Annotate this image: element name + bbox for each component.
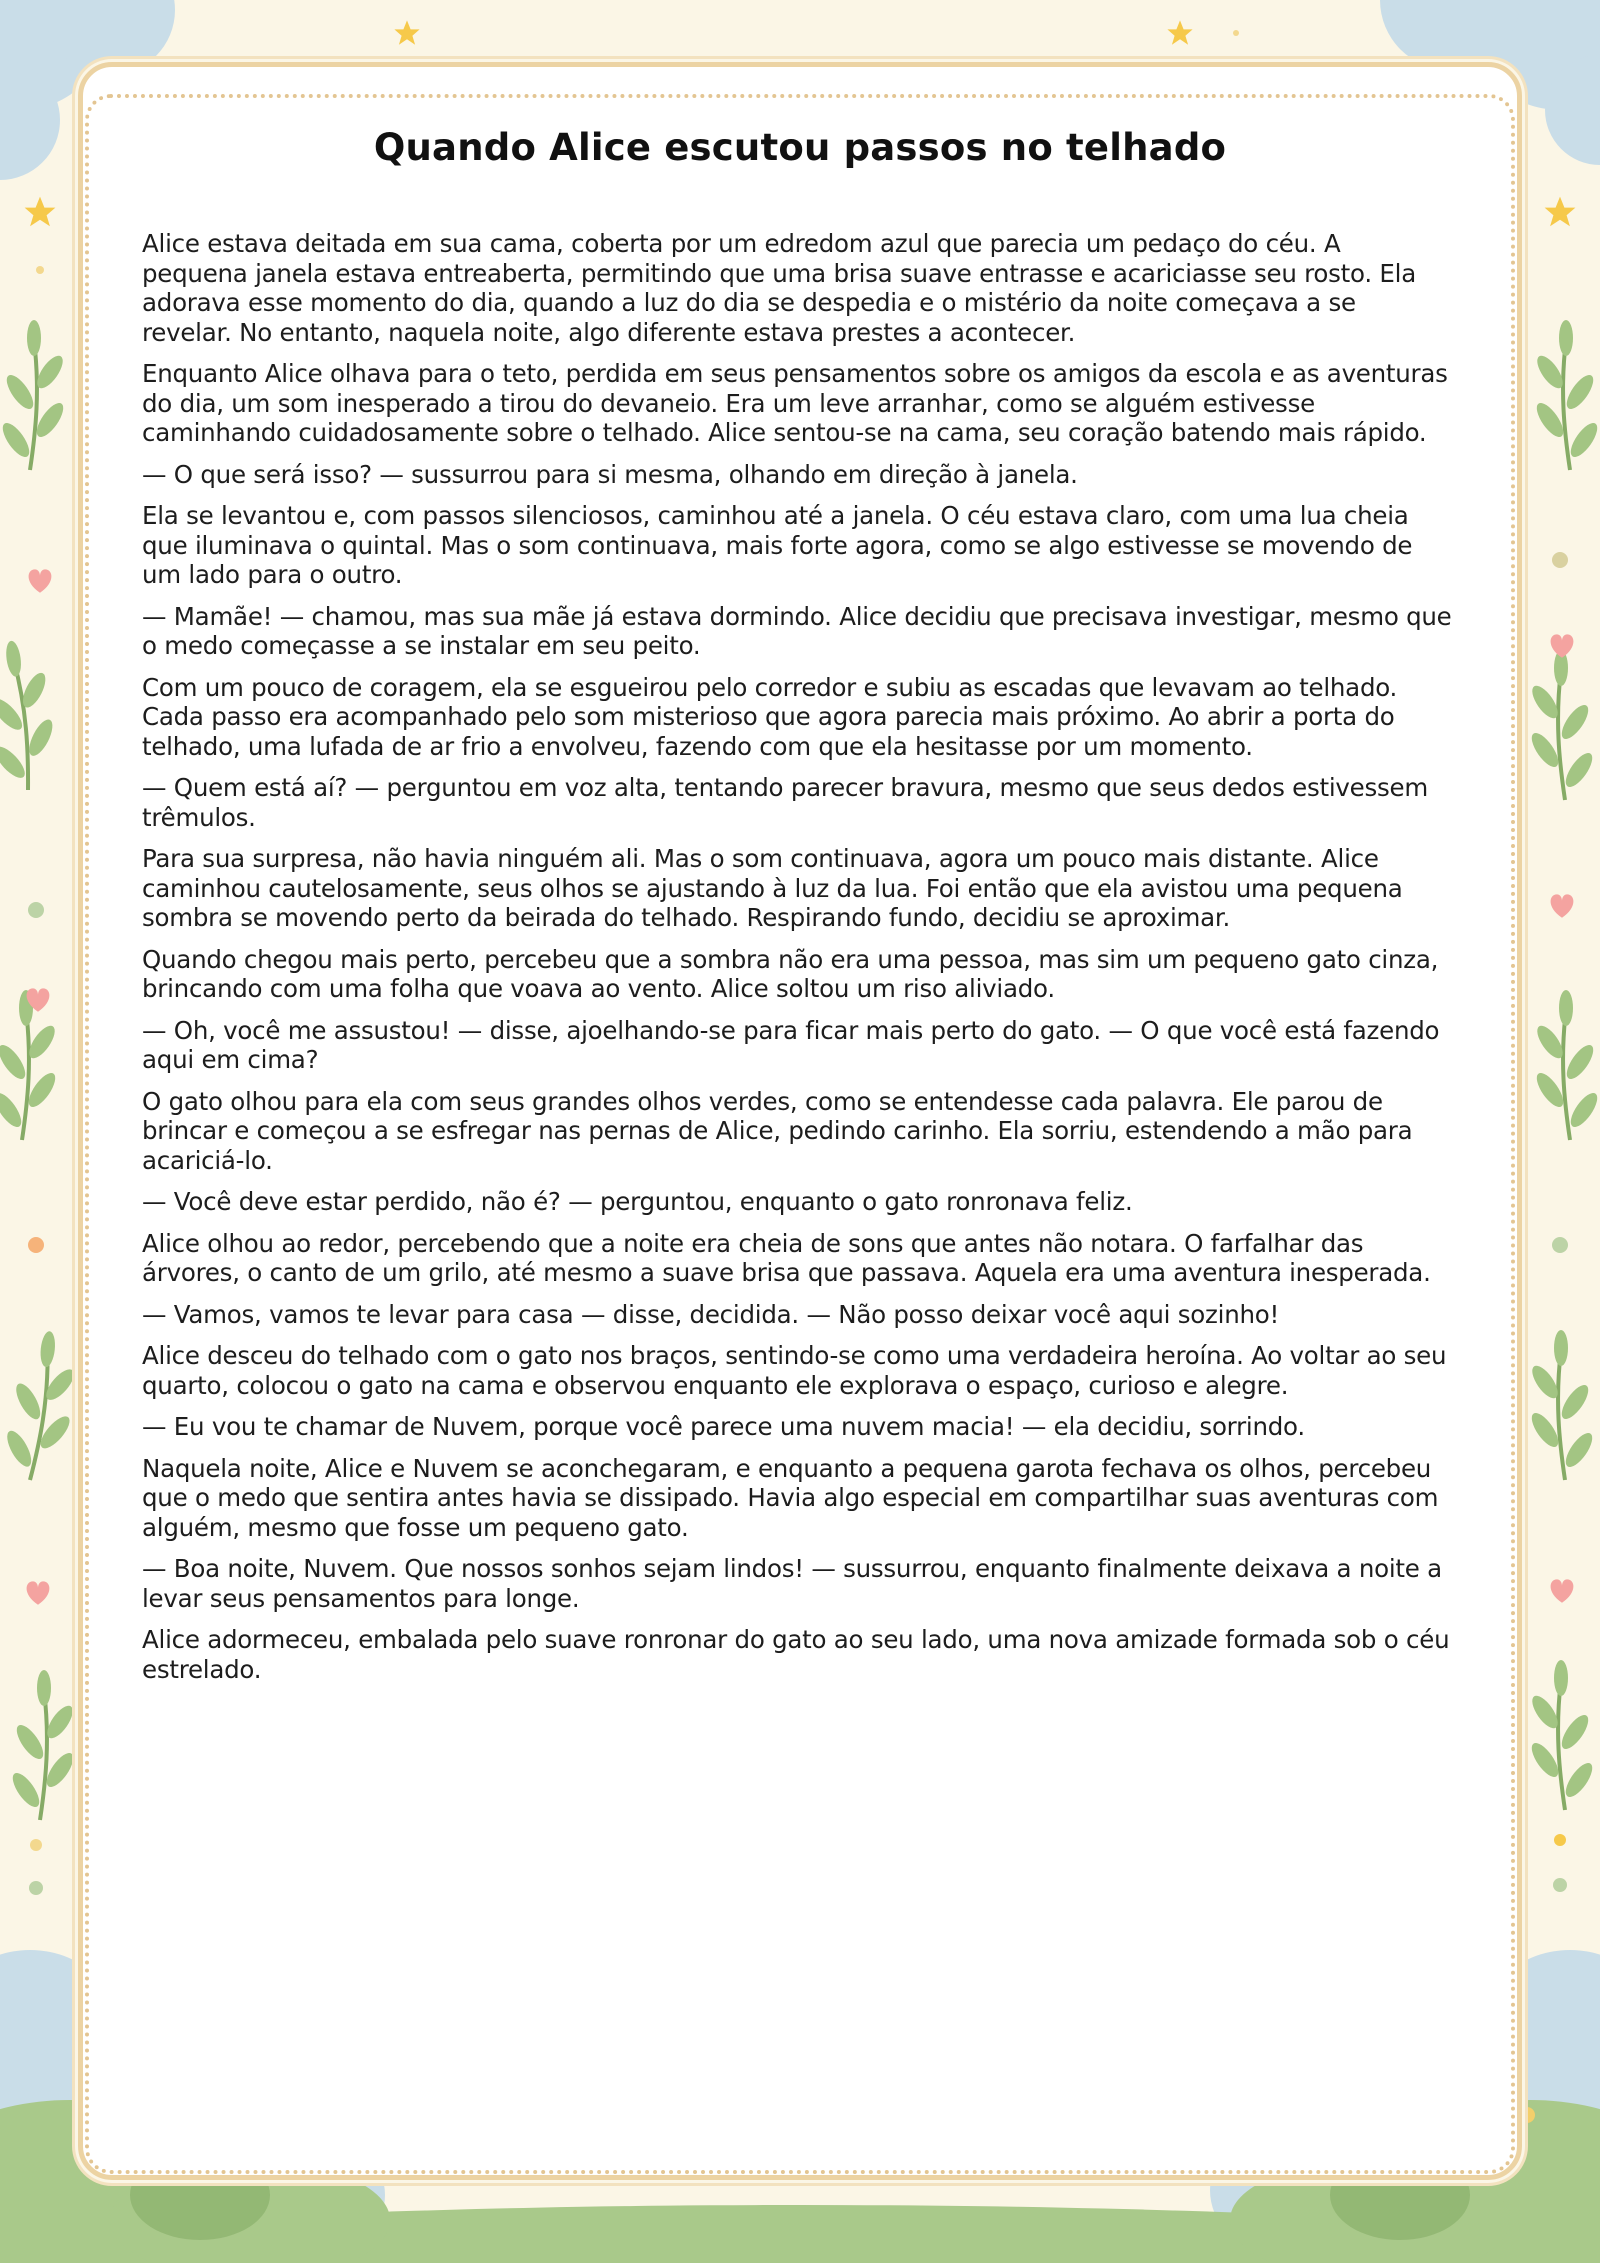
story-paragraph: O gato olhou para ela com seus grandes olhos verdes, como se entendesse cada palavra. Ele parou de brincar e começou a se esfregar nas pernas de Alice, pedindo carinho. Ela sorriu, estendendo a mão para acariciá-lo. bbox=[142, 1086, 1413, 1175]
story-paragraph: Ela se levantou e, com passos silenciosos, caminhou até a janela. O céu estava claro, com uma lua cheia que iluminava o quintal. Mas o som continuava, mais forte agora, como se algo estivesse se movendo de um lado para o outro. bbox=[142, 501, 1413, 589]
story-paragraph: — Mamãe! — chamou, mas sua mãe já estava dormindo. Alice decidiu que precisava investigar, mesmo que o medo começasse a se instalar em seu peito. bbox=[142, 601, 1452, 660]
story-paragraph: Alice adormeceu, embalada pelo suave ronronar do gato ao seu lado, uma nova amizade formada sob o céu estrelado. bbox=[142, 1625, 1450, 1684]
story-body bbox=[142, 229, 1452, 1696]
story-paragraph: — Vamos, vamos te levar para casa — disse, decidida. — Não posso deixar você aqui sozinho! bbox=[142, 1299, 1280, 1329]
story-paragraph: — Você deve estar perdido, não é? — perguntou, enquanto o gato ronronava feliz. bbox=[142, 1187, 1133, 1216]
story-paragraph: — O que será isso? — sussurrou para si mesma, olhando em direção à janela. bbox=[142, 459, 1078, 489]
story-paragraph: — Oh, você me assustou! — disse, ajoelhando-se para ficar mais perto do gato. — O que você está fazendo aqui em cima? bbox=[142, 1015, 1440, 1074]
story-paragraph: — Quem está aí? — perguntou em voz alta, tentando parecer bravura, mesmo que seus dedos estivessem trêmulos. bbox=[142, 773, 1428, 832]
story-paragraph: — Eu vou te chamar de Nuvem, porque você parece uma nuvem macia! — ela decidiu, sorrindo. bbox=[142, 1412, 1305, 1441]
story-paragraph: Para sua surpresa, não havia ninguém ali. Mas o som continuava, agora um pouco mais distante. Alice caminhou cautelosamente, seus olhos se ajustando à luz da lua. Foi então que ela avistou uma pequena sombra se movendo perto da beirada do telhado. Respirando fundo, decidiu se aproximar. bbox=[142, 844, 1403, 932]
story-title: Quando Alice escutou passos no telhado bbox=[373, 126, 1227, 169]
story-paragraph: Quando chegou mais perto, percebeu que a sombra não era uma pessoa, mas sim um pequeno gato cinza, brincando com uma folha que voava ao vento. Alice soltou um riso aliviado. bbox=[142, 944, 1439, 1003]
story-paragraph: Alice desceu do telhado com o gato nos braços, sentindo-se como uma verdadeira heroína. Ao voltar ao seu quarto, colocou o gato na cama e observou enquanto ele explorava o espaço, curioso e alegre. bbox=[142, 1341, 1447, 1400]
story-paragraph: Enquanto Alice olhava para o teto, perdida em seus pensamentos sobre os amigos da escola e as aventuras do dia, um som inesperado a tirou do devaneio. Era um leve arranhar, como se alguém estivesse caminhando cuidadosamente sobre o telhado. Alice sentou-se na cama, seu coração batendo mais rápido. bbox=[142, 359, 1448, 447]
story-paragraph: Alice olhou ao redor, percebendo que a noite era cheia de sons que antes não notara. O farfalhar das árvores, o canto de um grilo, até mesmo a suave brisa que passava. Aquela era uma aventura inesperada. bbox=[142, 1228, 1431, 1287]
story-paragraph: Alice estava deitada em sua cama, coberta por um edredom azul que parecia um pedaço do céu. A pequena janela estava entreaberta, permitindo que uma brisa suave entrasse e acariciasse seu rosto. Ela adorava esse momento do dia, quando a luz do dia se despedia e o mistério da noite começava a se revelar. No entanto, naquela noite, algo diferente estava prestes a acontecer. bbox=[142, 229, 1416, 347]
story-paragraph: — Boa noite, Nuvem. Que nossos sonhos sejam lindos! — sussurrou, enquanto finalmente deixava a noite a levar seus pensamentos para longe. bbox=[142, 1554, 1442, 1613]
story-paragraph: Naquela noite, Alice e Nuvem se aconchegaram, e enquanto a pequena garota fechava os olhos, percebeu que o medo que sentira antes havia se dissipado. Havia algo especial em compartilhar suas aventuras com alguém, mesmo que fosse um pequeno gato. bbox=[142, 1453, 1439, 1542]
story-paragraph: Com um pouco de coragem, ela se esgueirou pelo corredor e subiu as escadas que levavam ao telhado. Cada passo era acompanhado pelo som misterioso que agora parecia mais próximo. Ao abrir a porta do telhado, uma lufada de ar frio a envolveu, fazendo com que ela hesitasse por um momento. bbox=[142, 672, 1398, 761]
